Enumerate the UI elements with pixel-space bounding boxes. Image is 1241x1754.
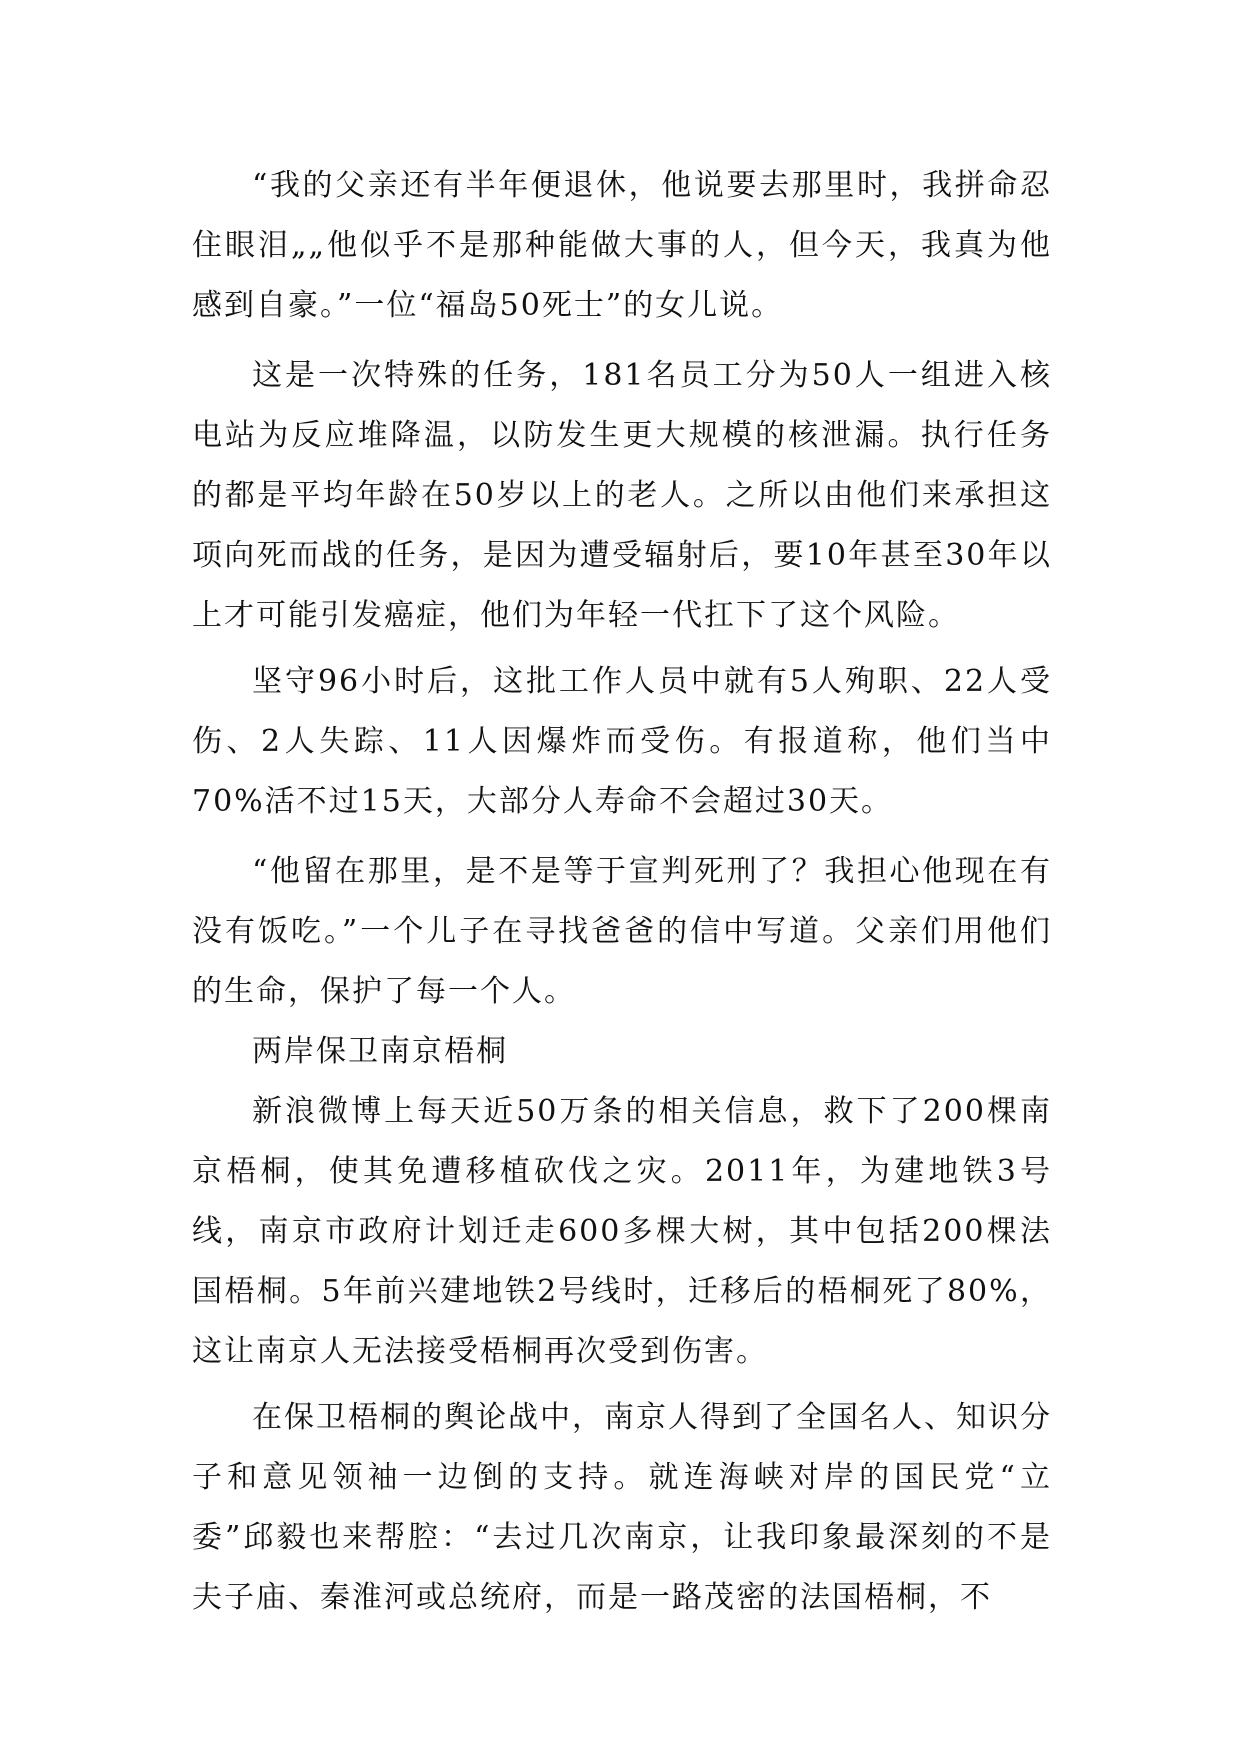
paragraph-special-mission: 这是一次特殊的任务，181名员工分为50人一组进入核电站为反应堆降温，以防发生更大规模的核泄漏。执行任务的都是平均年龄在50岁以上的老人。之所以由他们来承担这项向死而战的任务，是因为遭受辐射后，要10年甚至30年以上才可能引发癌症，他们为年轻一代扛下了这个风险。 bbox=[192, 358, 1052, 633]
section-heading: 两岸保卫南京梧桐 bbox=[252, 1034, 508, 1069]
paragraph-daughter-quote: “我的父亲还有半年便退休，他说要去那里时，我拼命忍住眼泪„„他似乎不是那种能做大事的人，但今天，我真为他感到自豪。”一位“福岛50死士”的女儿说。 bbox=[192, 168, 1052, 323]
document-body bbox=[192, 156, 1052, 1628]
paragraph-son-letter: “他留在那里，是不是等于宣判死刑了？我担心他现在有没有饭吃。”一个儿子在寻找爸爸的信中写道。父亲们用他们的生命，保护了每一个人。 bbox=[192, 854, 1052, 1009]
paragraph-weibo: 新浪微博上每天近50万条的相关信息，救下了200棵南京梧桐，使其免遭移植砍伐之灾。2011年，为建地铁3号线，南京市政府计划迁走600多棵大树，其中包括200棵法国梧桐。5年前兴建地铁2号线时，迁移后的梧桐死了80%，这让南京人无法接受梧桐再次受到伤害。 bbox=[192, 1094, 1052, 1369]
paragraph-support: 在保卫梧桐的舆论战中，南京人得到了全国名人、知识分子和意见领袖一边倒的支持。就连海峡对岸的国民党“立委”邱毅也来帮腔：“去过几次南京，让我印象最深刻的不是夫子庙、秦淮河或总统府，而是一路茂密的法国梧桐，不 bbox=[192, 1400, 1052, 1615]
paragraph-casualties: 坚守96小时后，这批工作人员中就有5人殉职、22人受伤、2人失踪、11人因爆炸而受伤。有报道称，他们当中70%活不过15天，大部分人寿命不会超过30天。 bbox=[192, 664, 1052, 819]
